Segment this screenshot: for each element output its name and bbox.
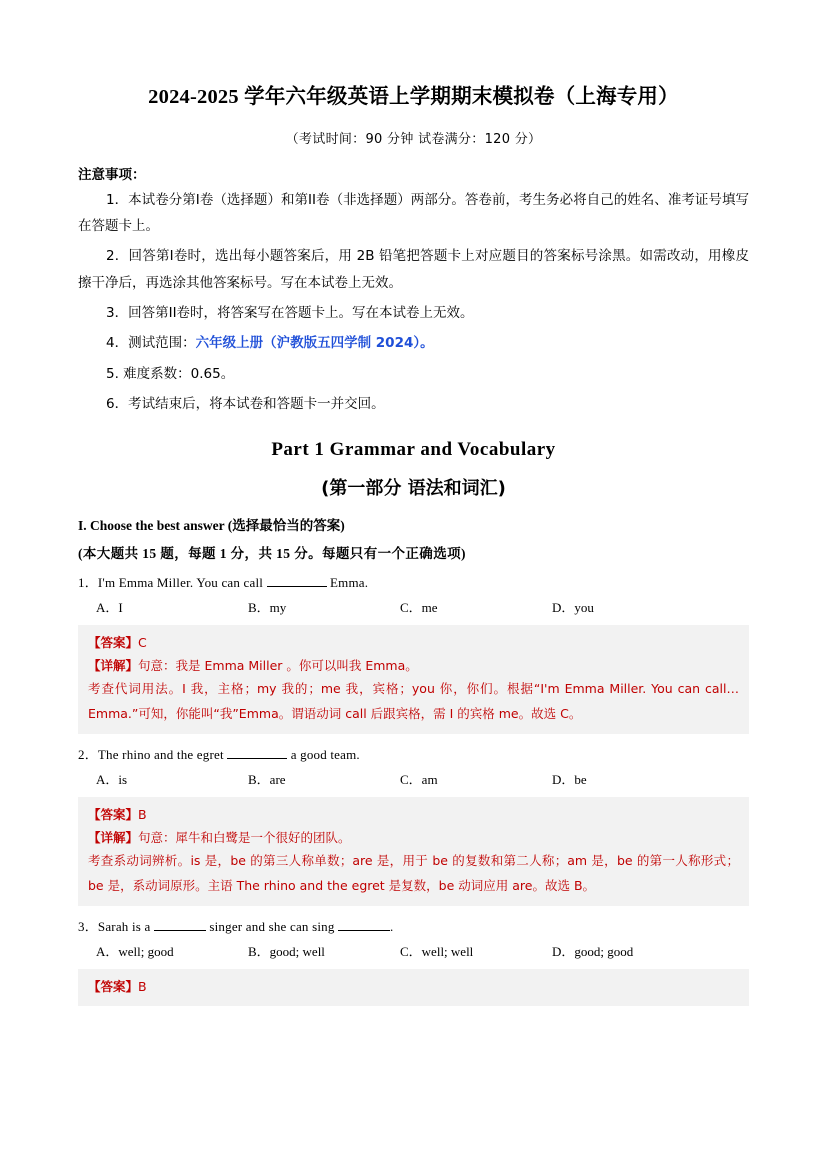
answer-blank — [267, 586, 327, 587]
question-text-after: a good team. — [287, 747, 360, 763]
option-d[interactable]: D．good; good — [552, 944, 634, 960]
detail-line — [88, 654, 739, 677]
option-a[interactable]: A．well; good — [96, 944, 174, 960]
option-c[interactable]: C．me — [400, 600, 438, 616]
question-text-before: The rhino and the egret — [97, 747, 228, 763]
answer-value: C — [138, 635, 147, 651]
notice-scope-value: 六年级上册（沪教版五四学制 2024）。 — [195, 335, 434, 352]
detail-label: 【详解】 — [88, 658, 139, 674]
question-text-after: . — [390, 919, 394, 935]
part-title: Part 1 Grammar and Vocabulary — [271, 439, 556, 461]
answer-label: 【答案】 — [88, 635, 139, 651]
question-text-before: I'm Emma Miller. You can call — [97, 575, 267, 591]
answer-blank — [154, 930, 206, 931]
question-stem — [78, 744, 749, 763]
option-b[interactable]: B．good; well — [248, 944, 325, 960]
notice-item-5: 5. 难度系数：0.65。 — [106, 365, 235, 382]
detail-label: 【详解】 — [88, 830, 139, 846]
answer-explanation-box — [78, 969, 749, 1006]
question-number: 3． — [78, 919, 98, 935]
notice-item-4 — [78, 330, 749, 356]
detail-rest: 考查代词用法。I 我，主格；my 我的；me 我，宾格；you 你，你们。根据“I'm Emma Miller. You can call…Emma.”可知，你能叫“我”Emma。谓语动词 call 后跟宾格，需 I 的宾格 me。故选 C。 — [88, 681, 739, 721]
answer-explanation-box — [78, 625, 749, 734]
question-number: 2． — [78, 747, 98, 763]
detail-line — [88, 826, 739, 849]
question-stem — [78, 916, 749, 935]
page-title: 2024-2025 学年六年级英语上学期期末模拟卷（上海专用） — [148, 86, 679, 108]
detail-first: 句意：我是 Emma Miller 。你可以叫我 Emma。 — [138, 658, 418, 674]
question-options — [78, 769, 749, 788]
answer-label: 【答案】 — [88, 807, 139, 823]
question-text-mid: singer and she can sing — [205, 919, 338, 935]
question-options — [78, 597, 749, 616]
section-heading: I. Choose the best answer (选择最恰当的答案) — [78, 518, 345, 534]
notice-item-1: 1．本试卷分第I卷（选择题）和第II卷（非选择题）两部分。答卷前，考生务必将自己的姓名、准考证号填写在答题卡上。 — [78, 191, 749, 234]
option-c[interactable]: C．well; well — [400, 944, 474, 960]
answer-label: 【答案】 — [88, 979, 139, 995]
answer-blank — [227, 758, 287, 759]
question-stem — [78, 572, 749, 591]
answer-blank — [338, 930, 390, 931]
answer-line — [88, 803, 739, 826]
section-subheading: (本大题共 15 题，每题 1 分，共 15 分。每题只有一个正确选项) — [78, 546, 466, 562]
question-options — [78, 941, 749, 960]
option-c[interactable]: C．am — [400, 772, 438, 788]
part-title-chinese: (第一部分 语法和词汇) — [321, 478, 506, 500]
answer-value: B — [138, 807, 147, 823]
option-a[interactable]: A．I — [96, 600, 123, 616]
answer-line — [88, 975, 739, 998]
notice-item-3: 3．回答第II卷时，将答案写在答题卡上。写在本试卷上无效。 — [106, 304, 474, 321]
option-d[interactable]: D．be — [552, 772, 587, 788]
notice-scope-prefix: 4．测试范围： — [106, 335, 196, 352]
notice-heading: 注意事项： — [78, 166, 146, 183]
detail-rest: 考查系动词辨析。is 是，be 的第三人称单数；are 是，用于 be 的复数和第二人称；am 是，be 的第一人称形式；be 是，系动词原形。主语 The rhino and the egret 是复数，be 动词应用 are。故选 B。 — [88, 853, 739, 893]
question-text-after: Emma. — [326, 575, 369, 591]
question-number: 1． — [78, 575, 98, 591]
exam-info-line: （考试时间：90 分钟 试卷满分：120 分） — [285, 131, 542, 147]
notice-item-6: 6．考试结束后，将本试卷和答题卡一并交回。 — [106, 395, 385, 412]
detail-first: 句意：犀牛和白鹭是一个很好的团队。 — [138, 830, 351, 846]
answer-value: B — [138, 979, 147, 995]
option-d[interactable]: D．you — [552, 600, 594, 616]
question-text-before: Sarah is a — [97, 919, 154, 935]
option-b[interactable]: B．my — [248, 600, 287, 616]
answer-explanation-box — [78, 797, 749, 906]
answer-line — [88, 631, 739, 654]
notice-item-2: 2．回答第I卷时，选出每小题答案后，用 2B 铅笔把答题卡上对应题目的答案标号涂黑。如需改动，用橡皮擦干净后，再选涂其他答案标号。写在本试卷上无效。 — [78, 248, 749, 291]
option-a[interactable]: A．is — [96, 772, 128, 788]
option-b[interactable]: B．are — [248, 772, 286, 788]
